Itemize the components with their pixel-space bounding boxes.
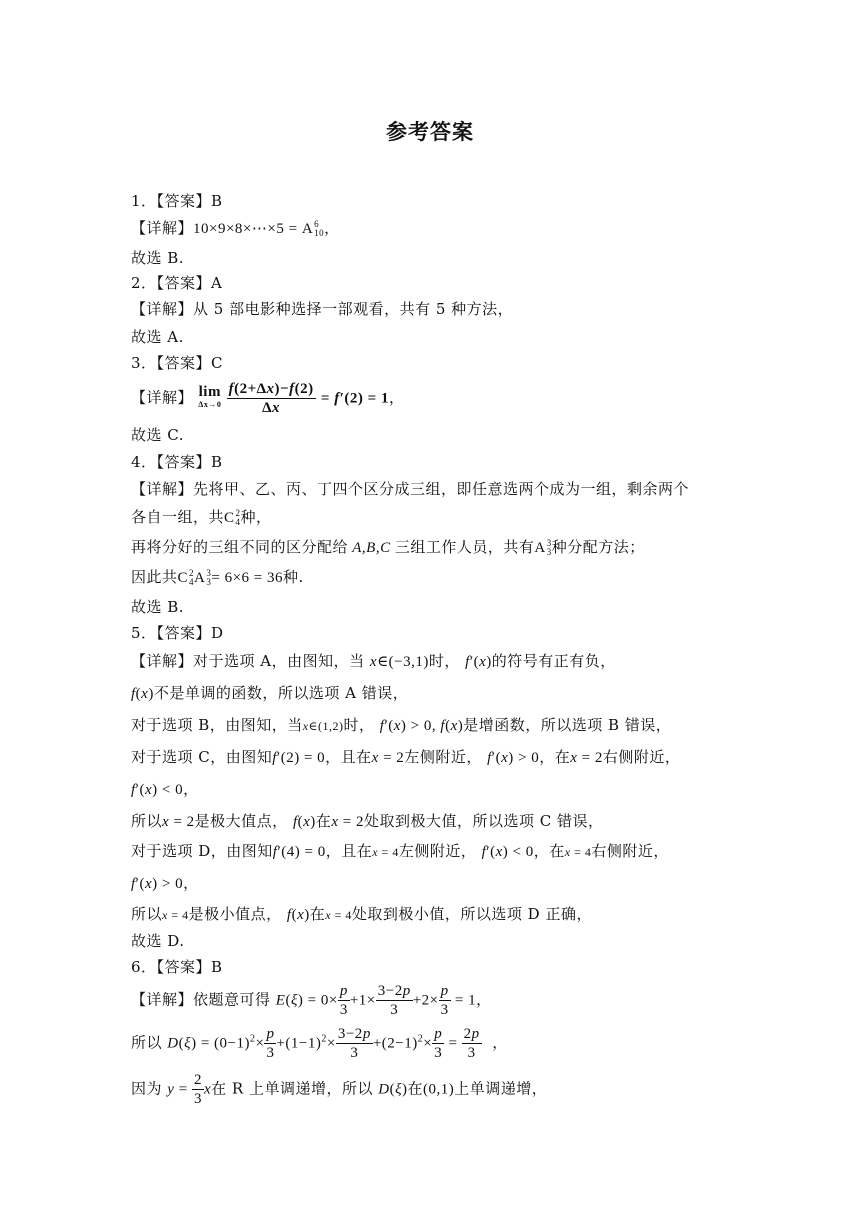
page-title: 参考答案 (386, 120, 474, 144)
q4-line1: 【详解】先将甲、乙、丙、丁四个区分成三组，即任意选两个成为一组，剩余两个 (131, 480, 690, 498)
q2-detail: 【详解】从 5 部电影种选择一部观看，共有 5 种方法， (131, 300, 514, 318)
q1-detail-label: 【详解】 (131, 219, 194, 237)
q5-conclusion: 故选 D. (131, 932, 185, 950)
q6-line1: 【详解】依题意可得 E(ξ) = 0× $\frac{p}{3}$ +1× $\frac{3-2p}{3}$ +2× $\frac{p}{3}$ = 1， (131, 983, 492, 1018)
q5-line2: f(x)不是单调的函数，所以选项 A 错误， (131, 684, 409, 702)
q5-answer: 5．【答案】D (131, 624, 224, 642)
q1-expression: 10×9×8×⋯×5 = A (193, 221, 314, 237)
q3-answer: 3．【答案】C (131, 354, 224, 372)
q5-line4: 对于选项 C，由图知f′(2) = 0，且在x = 2左侧附近， f′(x) > 0，在x = 2右侧附近， (131, 748, 681, 766)
q3-detail-label: 【详解】 (131, 388, 194, 407)
q5-line6: 所以x = 2是极大值点， f(x)在x = 2处取到极大值，所以选项 C 错误， (131, 812, 604, 830)
q6-line2: 所以 $D(\xi) = (0-1)^2\times$ $\frac{p}{3}$ $+(1-1)^2\times$ $\frac{3-2p}{3}$ $+(2-1)^2\times$ $\frac{p}{3}$ = $\frac{2p}{3}$ ， (131, 1026, 508, 1061)
q5-line1: 【详解】对于选项 A，由图知，当 x∈(−3,1)时， f′(x)的符号有正有负， (131, 652, 616, 670)
q5-line3: 对于选项 B，由图知，当x∈(1,2)时， f′(x) > 0, f(x)是增函数，所以选项 B 错误， (131, 716, 672, 734)
q5-line7: 对于选项 D，由图知f′(4) = 0，且在x = 4左侧附近， f′(x) < 0，在x = 4右侧附近， (131, 842, 669, 860)
q6-answer: 6．【答案】B (131, 958, 223, 976)
q2-answer: 2．【答案】A (131, 274, 223, 292)
q4-conclusion: 故选 B. (131, 598, 185, 616)
q4-answer: 4．【答案】B (131, 453, 223, 471)
q2-conclusion: 故选 A. (131, 328, 184, 346)
q3-detail: 【详解】 lim Δx→0 $\frac{f(2+\Delta x)-f(2)}{\Delta x}$ = f′(2) = 1， (131, 381, 405, 416)
q4-line4: 因此共C2 4A3 3= 6×6 = 36种. (131, 568, 304, 587)
q6-line3: 因为 y = $\frac{2}{3}$ x在 R 上单调递增，所以 D(ξ)在(0,1)上单调递增， (131, 1072, 548, 1107)
q1-detail: 【详解】10×9×8×⋯×5 = A6 10， (131, 219, 340, 238)
q5-line9: 所以x = 4是极小值点， f(x)在x = 4处取到极小值，所以选项 D 正确， (131, 905, 592, 923)
q5-line5: f′(x) < 0， (131, 780, 199, 798)
q4-line2: 各自一组，共C2 4种， (131, 508, 272, 527)
q3-conclusion: 故选 C. (131, 426, 184, 444)
q4-line3: 再将分好的三组不同的区分配给 A,B,C 三组工作人员，共有A3 3种分配方法； (131, 538, 645, 557)
q5-line8: f′(x) > 0， (131, 874, 199, 892)
q1-conclusion: 故选 B. (131, 249, 185, 267)
q1-answer: 1．【答案】B (131, 192, 223, 210)
